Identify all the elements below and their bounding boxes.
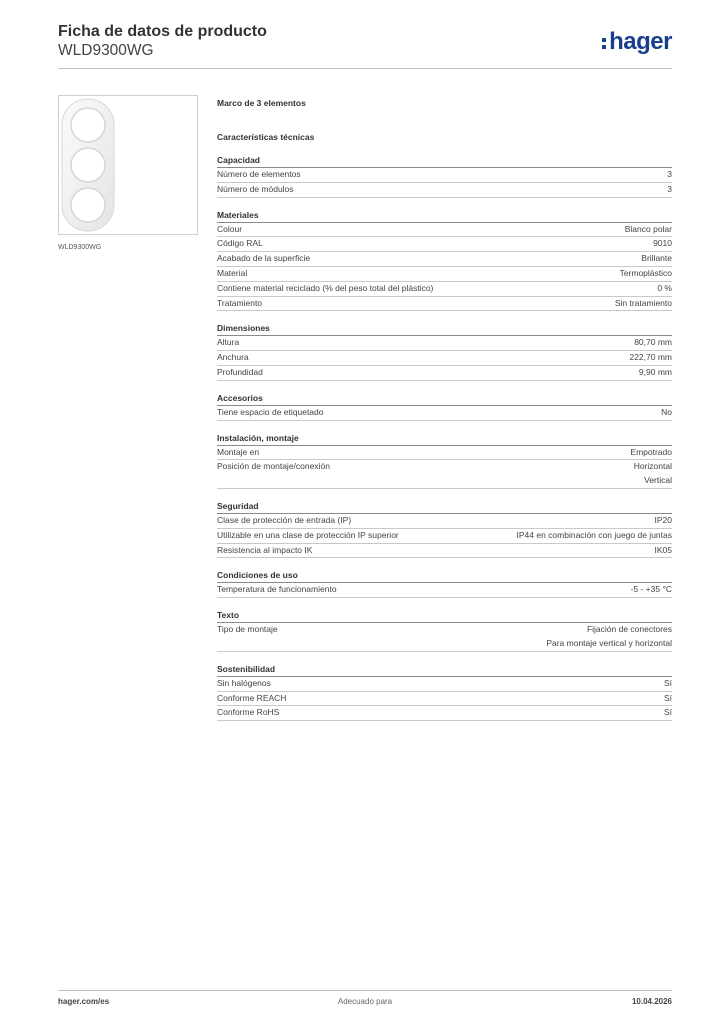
spec-row (217, 168, 672, 183)
spec-row (217, 623, 672, 652)
spec-label: Conforme RoHS (217, 707, 280, 718)
hager-logo (602, 28, 672, 56)
spec-section (217, 392, 672, 421)
header-divider (58, 68, 672, 69)
footer-website: hager.com/es (58, 997, 110, 1006)
spec-label: Contiene material reciclado (% del peso total del plástico) (217, 282, 434, 293)
spec-sections (217, 154, 672, 721)
spec-value (664, 692, 672, 706)
spec-value-line: Horizontal (633, 461, 672, 472)
section-title: Instalación, montaje (217, 432, 672, 446)
spec-row (217, 406, 672, 421)
spec-row (217, 336, 672, 351)
spec-label: Acabado de la superficie (217, 253, 311, 264)
spec-section (217, 322, 672, 380)
spec-label: Montaje en (217, 446, 260, 457)
spec-value (667, 168, 672, 182)
spec-value (664, 706, 672, 720)
spec-row (217, 529, 672, 544)
product-image (58, 95, 198, 235)
spec-value-line: 3 (667, 183, 672, 194)
image-caption: WLD9300WG (58, 244, 102, 251)
spec-value (615, 297, 672, 311)
spec-row (217, 267, 672, 282)
spec-value (546, 623, 672, 651)
spec-section (217, 209, 672, 312)
spec-value (631, 583, 672, 597)
spec-section (217, 609, 672, 652)
spec-value (625, 223, 672, 237)
spec-value-line: Sí (663, 692, 672, 703)
section-title: Materiales (217, 209, 672, 223)
spec-label: Código RAL (217, 238, 263, 249)
spec-label: Tipo de montaje (217, 624, 278, 635)
spec-value-line: Empotrado (630, 446, 672, 457)
spec-section (217, 154, 672, 198)
spec-value-line: 9,90 mm (638, 366, 672, 377)
spec-value (620, 267, 672, 281)
spec-label: Conforme REACH (217, 692, 287, 703)
section-title: Dimensiones (217, 322, 672, 336)
spec-value-line: Termoplástico (619, 267, 672, 278)
spec-value-line: Sin tratamiento (614, 297, 672, 308)
spec-value (517, 529, 672, 543)
spec-value-line: 222,70 mm (629, 352, 672, 363)
section-title: Texto (217, 609, 672, 623)
spec-value (639, 366, 672, 380)
spec-value-line: Sí (663, 707, 672, 718)
spec-label: Temperatura de funcionamiento (217, 584, 337, 595)
document-title: Ficha de datos de producto (58, 23, 267, 40)
spec-section (217, 569, 672, 598)
logo-dots-icon (602, 38, 607, 52)
spec-value-line: Para montaje vertical y horizontal (546, 637, 672, 648)
spec-value-line: -5 - +35 °C (630, 584, 672, 595)
spec-section (217, 500, 672, 558)
spec-row (217, 514, 672, 529)
spec-value (661, 406, 672, 420)
spec-label: Anchura (217, 352, 249, 363)
spec-row (217, 351, 672, 366)
spec-value (657, 282, 672, 296)
spec-value-line: No (661, 406, 672, 417)
spec-label: Altura (217, 337, 240, 348)
footer-date: 10.04.2026 (631, 997, 672, 1006)
spec-value (630, 446, 672, 460)
spec-row (217, 366, 672, 381)
spec-label: Tratamiento (217, 297, 263, 308)
spec-value-line: Brillante (641, 253, 672, 264)
spec-row (217, 237, 672, 252)
spec-row (217, 677, 672, 692)
spec-value (634, 460, 672, 488)
product-name: Marco de 3 elementos (217, 98, 306, 108)
spec-value (664, 677, 672, 691)
spec-value-line: Fijación de conectores (586, 624, 672, 635)
spec-label: Utilizable en una clase de protección IP superior (217, 529, 399, 540)
technical-characteristics-title: Características técnicas (217, 132, 315, 142)
section-title: Seguridad (217, 500, 672, 514)
spec-label: Material (217, 267, 248, 278)
spec-value-line: 80,70 mm (634, 337, 672, 348)
spec-label: Posición de montaje/conexión (217, 461, 330, 472)
spec-value (655, 544, 673, 558)
spec-value-line: 3 (667, 169, 672, 179)
spec-label: Profundidad (217, 366, 263, 377)
spec-row (217, 282, 672, 297)
spec-section (217, 432, 672, 489)
spec-label: Sin halógenos (217, 677, 271, 688)
spec-section (217, 663, 672, 721)
spec-value-line: IP20 (654, 514, 672, 525)
technical-data (217, 96, 672, 721)
page-header (58, 22, 672, 60)
spec-value-line: Vertical (644, 475, 672, 486)
spec-label: Resistencia al impacto IK (217, 544, 313, 555)
product-reference: WLD9300WG (58, 42, 154, 59)
footer-suitable-for: Adecuado para (337, 997, 393, 1006)
section-title: Condiciones de uso (217, 569, 672, 583)
spec-value (653, 237, 672, 251)
spec-value (655, 514, 673, 528)
spec-row (217, 252, 672, 267)
section-title: Capacidad (217, 154, 672, 168)
spec-label: Número de módulos (217, 183, 294, 194)
spec-row (217, 460, 672, 489)
spec-row (217, 446, 672, 461)
spec-row (217, 692, 672, 707)
spec-label: Colour (217, 223, 243, 234)
spec-value (641, 252, 672, 266)
section-title: Accesorios (217, 392, 672, 406)
frame-illustration-icon (59, 96, 197, 234)
spec-value-line: Blanco polar (624, 223, 672, 234)
spec-row (217, 544, 672, 559)
logo-text: hager (609, 28, 672, 55)
spec-value (634, 336, 672, 350)
spec-label: Clase de protección de entrada (IP) (217, 514, 352, 525)
spec-value-line: 9010 (653, 238, 672, 249)
spec-label: Número de elementos (217, 169, 301, 179)
spec-value (667, 183, 672, 197)
spec-row (217, 183, 672, 198)
spec-value-line: IK05 (654, 544, 672, 555)
spec-row (217, 583, 672, 598)
footer-divider (58, 990, 672, 991)
spec-row (217, 706, 672, 721)
spec-value-line: Sí (663, 677, 672, 688)
spec-value-line: 0 % (657, 282, 672, 293)
spec-label: Tiene espacio de etiquetado (217, 406, 324, 417)
spec-value-line: IP44 en combinación con juego de juntas (516, 529, 672, 540)
spec-row (217, 297, 672, 312)
spec-value (629, 351, 672, 365)
spec-row (217, 223, 672, 238)
section-title: Sostenibilidad (217, 663, 672, 677)
